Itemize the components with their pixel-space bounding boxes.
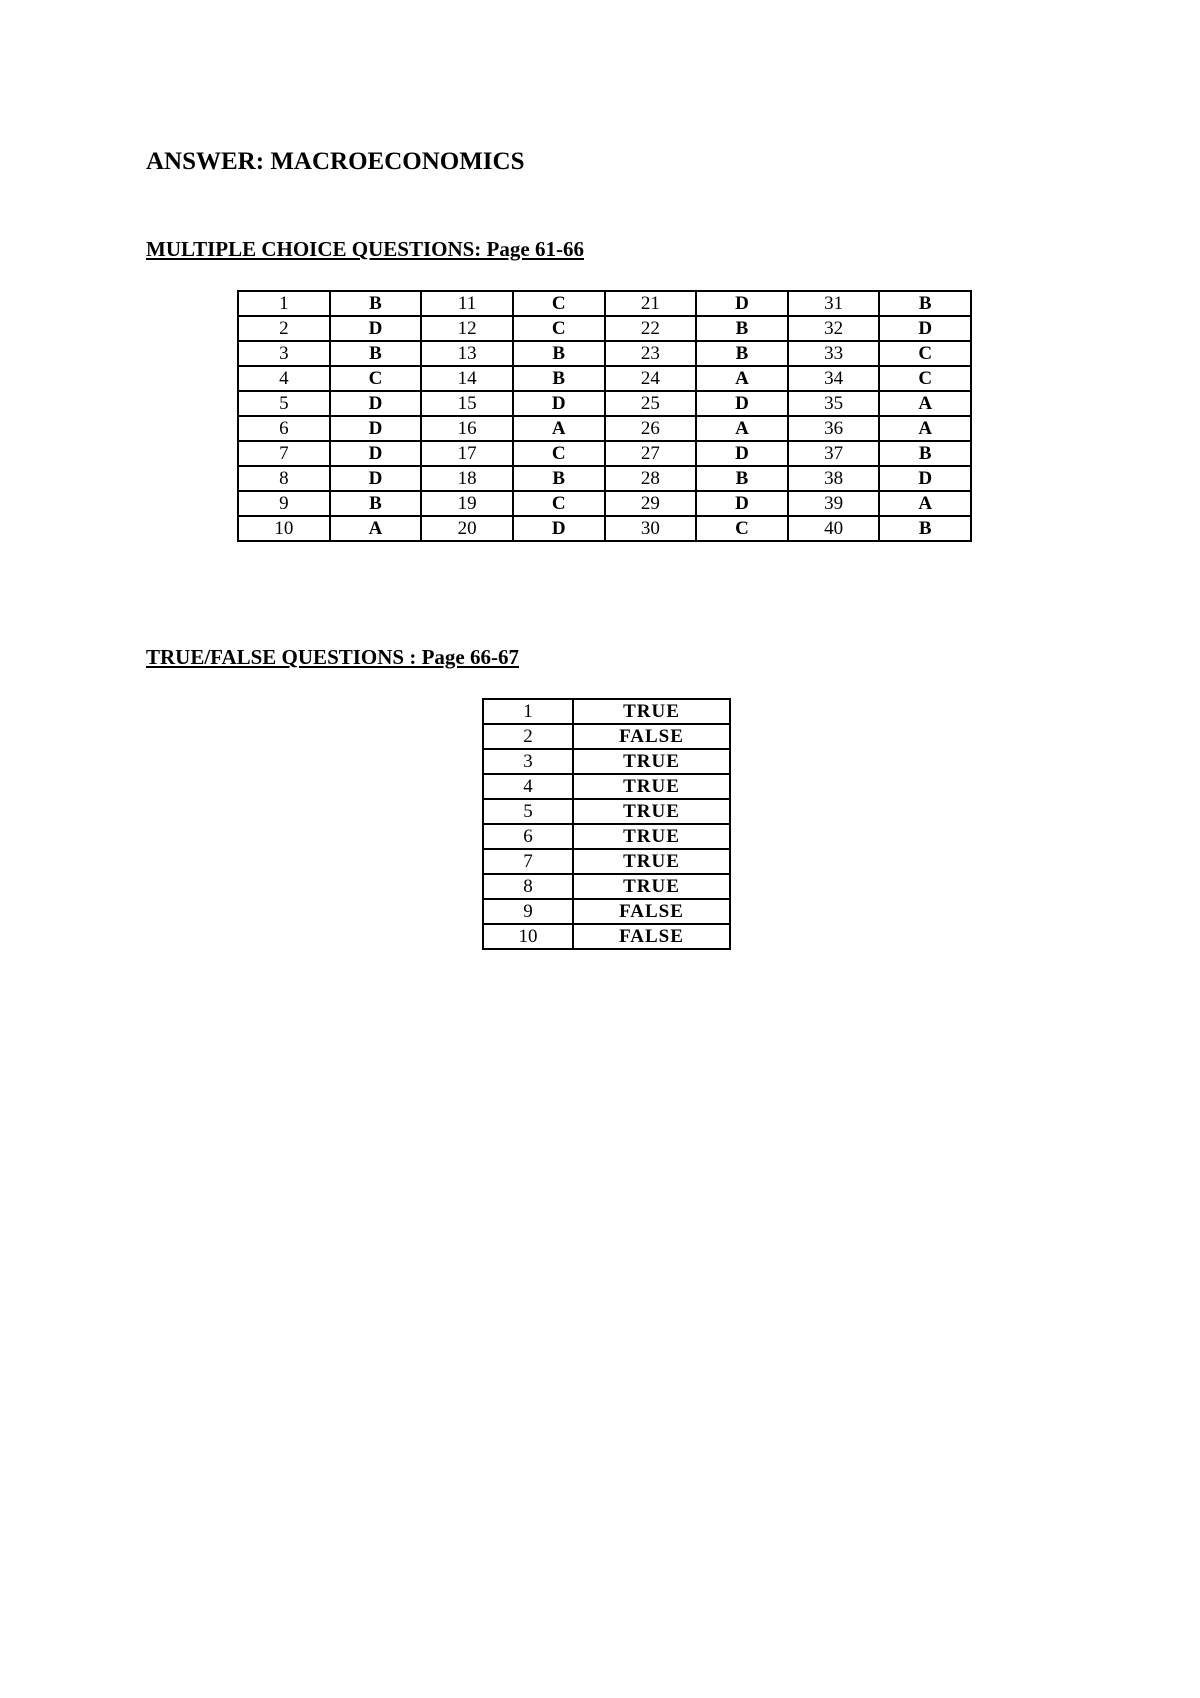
answer-letter: C: [879, 341, 971, 366]
answer-letter: A: [513, 416, 605, 441]
answer-letter: A: [696, 416, 788, 441]
question-number: 37: [788, 441, 880, 466]
question-number: 24: [605, 366, 697, 391]
answer-letter: B: [696, 341, 788, 366]
question-number: 34: [788, 366, 880, 391]
table-row: [483, 899, 730, 924]
question-number: 27: [605, 441, 697, 466]
answer-letter: A: [696, 366, 788, 391]
table-row: [238, 341, 971, 366]
question-number: 11: [421, 291, 513, 316]
multiple-choice-answer-table: [237, 290, 972, 542]
question-number: 20: [421, 516, 513, 541]
table-row: [483, 924, 730, 949]
answer-letter: D: [330, 466, 422, 491]
answer-value: TRUE: [573, 774, 730, 799]
question-number: 1: [483, 699, 573, 724]
question-number: 23: [605, 341, 697, 366]
question-number: 10: [238, 516, 330, 541]
answer-letter: D: [696, 391, 788, 416]
question-number: 21: [605, 291, 697, 316]
question-number: 13: [421, 341, 513, 366]
answer-letter: B: [696, 466, 788, 491]
answer-letter: C: [513, 441, 605, 466]
question-number: 5: [483, 799, 573, 824]
answer-letter: A: [879, 391, 971, 416]
question-number: 6: [238, 416, 330, 441]
table-row: [483, 874, 730, 899]
answer-letter: B: [330, 491, 422, 516]
question-number: 38: [788, 466, 880, 491]
answer-letter: D: [696, 291, 788, 316]
table-row: [238, 291, 971, 316]
answer-letter: B: [513, 466, 605, 491]
answer-letter: B: [879, 291, 971, 316]
question-number: 40: [788, 516, 880, 541]
answer-letter: D: [330, 416, 422, 441]
answer-letter: D: [513, 391, 605, 416]
table-row: [238, 441, 971, 466]
answer-letter: B: [879, 516, 971, 541]
answer-letter: D: [330, 441, 422, 466]
question-number: 26: [605, 416, 697, 441]
answer-value: TRUE: [573, 874, 730, 899]
table-row: [238, 491, 971, 516]
question-number: 36: [788, 416, 880, 441]
question-number: 4: [238, 366, 330, 391]
table-row: [238, 366, 971, 391]
question-number: 22: [605, 316, 697, 341]
answer-value: TRUE: [573, 824, 730, 849]
table-row: [483, 724, 730, 749]
answer-letter: B: [696, 316, 788, 341]
answer-letter: B: [330, 291, 422, 316]
question-number: 7: [238, 441, 330, 466]
answer-value: FALSE: [573, 924, 730, 949]
question-number: 5: [238, 391, 330, 416]
question-number: 6: [483, 824, 573, 849]
answer-value: TRUE: [573, 699, 730, 724]
question-number: 35: [788, 391, 880, 416]
answer-letter: C: [513, 291, 605, 316]
answer-letter: C: [879, 366, 971, 391]
answer-letter: D: [330, 316, 422, 341]
question-number: 16: [421, 416, 513, 441]
question-number: 8: [238, 466, 330, 491]
answer-letter: A: [879, 491, 971, 516]
answer-value: FALSE: [573, 724, 730, 749]
question-number: 14: [421, 366, 513, 391]
question-number: 31: [788, 291, 880, 316]
true-false-heading: TRUE/FALSE QUESTIONS : Page 66-67: [146, 645, 519, 669]
question-number: 30: [605, 516, 697, 541]
question-number: 9: [238, 491, 330, 516]
question-number: 9: [483, 899, 573, 924]
question-number: 18: [421, 466, 513, 491]
table-row: [238, 516, 971, 541]
answer-letter: C: [513, 316, 605, 341]
page-title: ANSWER: MACROECONOMICS: [146, 148, 525, 175]
answer-value: TRUE: [573, 849, 730, 874]
table-row: [483, 699, 730, 724]
question-number: 10: [483, 924, 573, 949]
question-number: 28: [605, 466, 697, 491]
answer-letter: B: [879, 441, 971, 466]
answer-letter: C: [513, 491, 605, 516]
question-number: 15: [421, 391, 513, 416]
question-number: 12: [421, 316, 513, 341]
question-number: 32: [788, 316, 880, 341]
question-number: 4: [483, 774, 573, 799]
true-false-answer-table: [482, 698, 731, 950]
question-number: 3: [238, 341, 330, 366]
answer-letter: D: [513, 516, 605, 541]
answer-letter: A: [879, 416, 971, 441]
answer-letter: D: [879, 316, 971, 341]
question-number: 25: [605, 391, 697, 416]
question-number: 17: [421, 441, 513, 466]
table-row: [238, 391, 971, 416]
answer-letter: D: [696, 491, 788, 516]
question-number: 3: [483, 749, 573, 774]
table-row: [238, 466, 971, 491]
question-number: 29: [605, 491, 697, 516]
answer-value: TRUE: [573, 749, 730, 774]
answer-value: FALSE: [573, 899, 730, 924]
answer-value: TRUE: [573, 799, 730, 824]
table-row: [483, 749, 730, 774]
answer-letter: B: [330, 341, 422, 366]
question-number: 39: [788, 491, 880, 516]
question-number: 1: [238, 291, 330, 316]
question-number: 2: [483, 724, 573, 749]
question-number: 7: [483, 849, 573, 874]
answer-letter: C: [696, 516, 788, 541]
table-row: [238, 316, 971, 341]
table-row: [483, 849, 730, 874]
answer-letter: A: [330, 516, 422, 541]
table-row: [483, 774, 730, 799]
answer-letter: D: [879, 466, 971, 491]
table-row: [238, 416, 971, 441]
question-number: 8: [483, 874, 573, 899]
answer-letter: D: [696, 441, 788, 466]
multiple-choice-heading: MULTIPLE CHOICE QUESTIONS: Page 61-66: [146, 237, 584, 261]
table-row: [483, 824, 730, 849]
question-number: 33: [788, 341, 880, 366]
question-number: 2: [238, 316, 330, 341]
answer-letter: B: [513, 341, 605, 366]
answer-letter: D: [330, 391, 422, 416]
table-row: [483, 799, 730, 824]
question-number: 19: [421, 491, 513, 516]
answer-letter: C: [330, 366, 422, 391]
answer-letter: B: [513, 366, 605, 391]
